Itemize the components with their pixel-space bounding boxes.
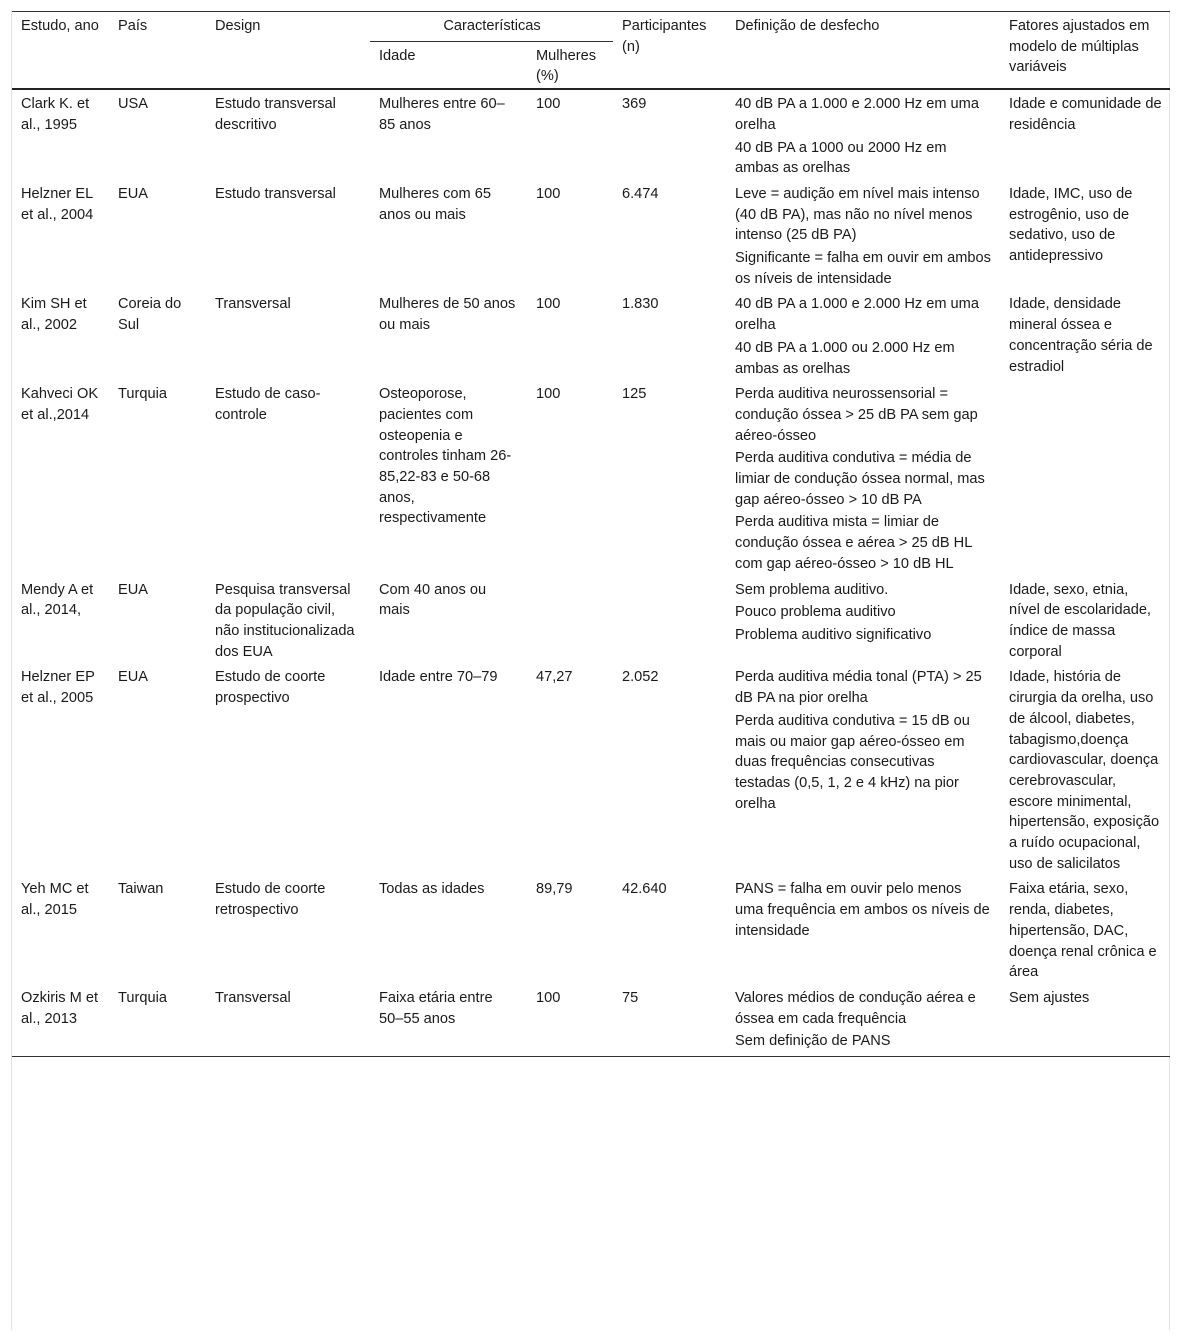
outcome-definition: PANS = falha em ouvir pelo menos uma frequência em ambos os níveis de intensidade [735, 881, 990, 939]
table-row [12, 180, 1170, 291]
header-study: Estudo, ano [12, 12, 109, 90]
header-women: Mulheres (%) [527, 41, 613, 89]
header-factors: Fatores ajustados em modelo de múltiplas variáveis [1000, 12, 1170, 90]
table-body [12, 89, 1170, 1056]
cell-factors: Idade, história de cirurgia da orelha, uso de álcool, diabetes, tabagismo,doença cardiovascular, doença cerebrovascular, escore minimental, hipertensão, exposição a ruído ocupacional, uso de salicilatos [1009, 669, 1160, 872]
studies-table [12, 11, 1170, 1057]
cell-design: Estudo de caso-controle [215, 386, 321, 423]
header-age: Idade [370, 41, 527, 89]
cell-outcome [726, 180, 1000, 291]
cell-outcome [726, 380, 1000, 575]
table-row [12, 89, 1170, 180]
cell-design: Transversal [206, 984, 370, 1057]
cell-factors: Sem ajustes [1000, 984, 1170, 1057]
outcome-definition: Sem problema auditivo. [735, 581, 889, 598]
cell-factors: Idade, sexo, etnia, nível de escolaridade, índice de massa corporal [1009, 581, 1151, 660]
cell-factors: Faixa etária, sexo, renda, diabetes, hipertensão, DAC, doença renal crônica e área [1009, 881, 1157, 981]
outcome-definition: Perda auditiva condutiva = 15 dB ou mais ou maior gap aéreo-ósseo em duas frequências consecutivas testadas (0,5, 1, 2 e 4 kHz) na pior orelha [735, 712, 970, 812]
outcome-definition: 40 dB PA a 1.000 e 2.000 Hz em uma orelha [735, 96, 979, 133]
table-row [12, 663, 1170, 875]
cell-country: USA [118, 96, 149, 113]
cell-country: Taiwan [118, 881, 164, 898]
cell-women: 100 [536, 386, 561, 403]
outcome-definition: Valores médios de condução aérea e óssea em cada frequência [735, 989, 976, 1027]
cell-participants: 2.052 [622, 669, 659, 686]
cell-age: Todas as idades [379, 881, 485, 898]
table-header [12, 12, 1170, 90]
cell-study: Ozkiris M et al., 2013 [12, 984, 109, 1057]
cell-age: Osteoporose, pacientes com osteopenia e controles tinham 26-85,22-83 e 50-68 anos, respectivamente [379, 386, 512, 527]
cell-design: Estudo transversal [215, 185, 336, 202]
header-country: País [109, 12, 206, 90]
header-participants: Participantes (n) [613, 12, 726, 90]
cell-women: 100 [536, 296, 561, 313]
cell-age: Idade entre 70–79 [379, 669, 498, 686]
cell-age: Mulheres de 50 anos ou mais [379, 296, 516, 334]
table-row [12, 380, 1170, 575]
cell-design: Estudo de coorte retrospectivo [215, 881, 326, 919]
cell-study: Clark K. et al., 1995 [21, 96, 90, 133]
cell-country: Coreia do Sul [118, 296, 182, 334]
cell-women: 100 [536, 96, 561, 113]
cell-women: 100 [536, 185, 561, 202]
table-row [12, 576, 1170, 664]
cell-country: Turquia [109, 984, 206, 1057]
table-row [12, 290, 1170, 380]
header-design: Design [206, 12, 370, 90]
cell-age: Faixa etária entre 50–55 anos [370, 984, 527, 1057]
cell-participants [613, 576, 726, 664]
cell-study: Kahveci OK et al.,2014 [21, 386, 99, 423]
cell-outcome [726, 663, 1000, 875]
cell-women [527, 576, 613, 664]
cell-design: Transversal [215, 296, 291, 313]
cell-study: Yeh MC et al., 2015 [21, 881, 89, 919]
outcome-definition: Pouco problema auditivo [735, 604, 896, 621]
cell-participants: 369 [622, 96, 647, 113]
header-outcome: Definição de desfecho [726, 12, 1000, 90]
cell-participants: 1.830 [622, 296, 659, 313]
outcome-definition: Perda auditiva condutiva = média de limiar de condução óssea normal, mas gap aéreo-ósseo > 10 dB PA [735, 450, 985, 508]
cell-study: Mendy A et al., 2014, [21, 581, 94, 619]
cell-age: Com 40 anos ou mais [379, 581, 487, 619]
cell-country: EUA [118, 669, 149, 686]
outcome-definition: Perda auditiva neurossensorial = condução óssea > 25 dB PA sem gap aéreo-ósseo [735, 386, 978, 444]
cell-study: Helzner EP et al., 2005 [21, 669, 95, 707]
cell-participants: 6.474 [622, 185, 659, 202]
cell-factors: Idade, IMC, uso de estrogênio, uso de sedativo, uso de antidepressivo [1009, 185, 1133, 265]
cell-country: EUA [118, 185, 149, 202]
outcome-definition: Problema auditivo significativo [735, 626, 932, 643]
cell-outcome [726, 89, 1000, 180]
outcome-definition: 40 dB PA a 1.000 e 2.000 Hz em uma orelha [735, 296, 979, 334]
cell-age: Mulheres entre 60–85 anos [379, 96, 505, 133]
cell-women: 47,27 [536, 669, 573, 686]
outcome-definition: 40 dB PA a 1000 ou 2000 Hz em ambas as orelhas [735, 139, 947, 177]
outcome-definition: 40 dB PA a 1.000 ou 2.000 Hz em ambas as orelhas [735, 339, 955, 377]
outcome-definition: Sem definição de PANS [735, 1033, 891, 1050]
header-characteristics: Características [370, 12, 613, 42]
outcome-definition: Perda auditiva média tonal (PTA) > 25 dB PA na pior orelha [735, 669, 982, 707]
cell-women: 100 [527, 984, 613, 1057]
cell-participants: 75 [613, 984, 726, 1057]
cell-outcome [726, 875, 1000, 984]
cell-study: Kim SH et al., 2002 [21, 296, 87, 334]
cell-country: EUA [118, 581, 149, 598]
cell-outcome [726, 576, 1000, 664]
cell-design: Estudo transversal descritivo [215, 96, 336, 133]
cell-outcome [726, 290, 1000, 380]
cell-country: Turquia [118, 386, 167, 403]
cell-participants: 42.640 [622, 881, 667, 898]
cell-factors [1000, 380, 1170, 575]
cell-factors: Idade e comunidade de residência [1009, 96, 1162, 133]
outcome-definition: Perda auditiva mista = limiar de condução óssea e aérea > 25 dB HL com gap aéreo-ósseo > 10 dB HL [735, 514, 972, 572]
outcome-definition: Significante = falha em ouvir em ambos os níveis de intensidade [735, 250, 991, 287]
table-row [12, 875, 1170, 984]
cell-design: Pesquisa transversal da população civil, não institucionalizada dos EUA [215, 581, 355, 660]
cell-women: 89,79 [536, 881, 573, 898]
cell-outcome [726, 984, 1000, 1057]
cell-design: Estudo de coorte prospectivo [215, 669, 326, 707]
cell-factors: Idade, densidade mineral óssea e concentração séria de estradiol [1009, 296, 1153, 375]
outcome-definition: Leve = audição em nível mais intenso (40 dB PA), mas não no nível menos intenso (25 dB PA) [735, 185, 980, 244]
table-row [12, 984, 1170, 1057]
cell-participants: 125 [622, 386, 647, 403]
cell-age: Mulheres com 65 anos ou mais [379, 185, 491, 223]
cell-study: Helzner EL et al., 2004 [21, 185, 94, 223]
